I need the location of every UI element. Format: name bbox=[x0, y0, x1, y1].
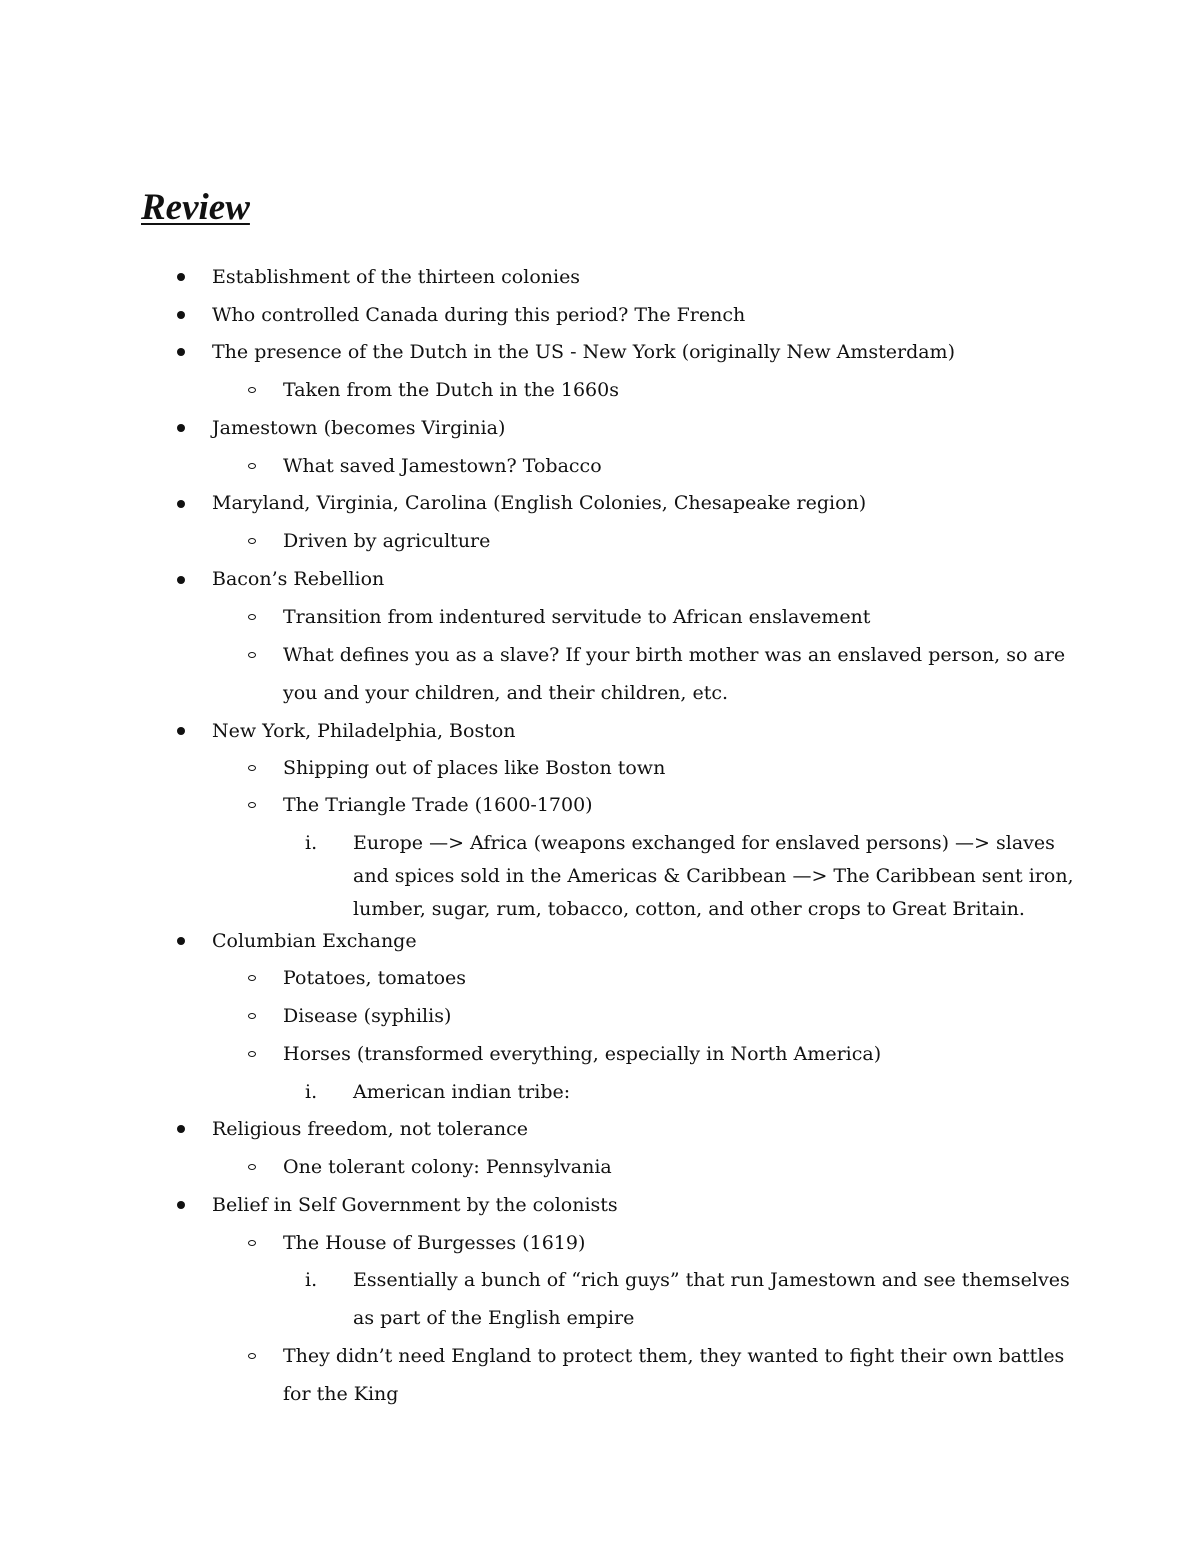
list-item: Essentially a bunch of “rich guys” that run Jamestown and see themselves bbox=[353, 1269, 1070, 1291]
bullet-disc-icon bbox=[177, 937, 185, 945]
bullet-disc-icon bbox=[177, 500, 185, 508]
list-item-continuation: for the King bbox=[283, 1383, 399, 1405]
list-item: Columbian Exchange bbox=[212, 930, 417, 952]
bullet-circle-icon bbox=[248, 652, 256, 658]
bullet-disc-icon bbox=[177, 311, 185, 319]
bullet-disc-icon bbox=[177, 727, 185, 735]
bullet-disc-icon bbox=[177, 348, 185, 356]
list-item: One tolerant colony: Pennsylvania bbox=[283, 1156, 612, 1178]
roman-numeral-marker: i. bbox=[305, 832, 318, 854]
list-item: The presence of the Dutch in the US - New York (originally New Amsterdam) bbox=[212, 341, 955, 363]
bullet-disc-icon bbox=[177, 1201, 185, 1209]
bullet-disc-icon bbox=[177, 1125, 185, 1133]
list-item-continuation: as part of the English empire bbox=[353, 1307, 635, 1329]
bullet-circle-icon bbox=[248, 1353, 256, 1359]
list-item: Jamestown (becomes Virginia) bbox=[212, 417, 506, 439]
roman-numeral-marker: i. bbox=[305, 1269, 318, 1291]
list-item: The Triangle Trade (1600-1700) bbox=[283, 794, 593, 816]
list-item: Religious freedom, not tolerance bbox=[212, 1118, 528, 1140]
bullet-circle-icon bbox=[248, 1240, 256, 1246]
roman-numeral-marker: i. bbox=[305, 1081, 318, 1103]
bullet-circle-icon bbox=[248, 463, 256, 469]
bullet-circle-icon bbox=[248, 802, 256, 808]
list-item: Horses (transformed everything, especially in North America) bbox=[283, 1043, 882, 1065]
list-item: Taken from the Dutch in the 1660s bbox=[283, 379, 619, 401]
bullet-circle-icon bbox=[248, 1164, 256, 1170]
list-item: What saved Jamestown? Tobacco bbox=[283, 455, 602, 477]
list-item: The House of Burgesses (1619) bbox=[283, 1232, 586, 1254]
bullet-circle-icon bbox=[248, 1051, 256, 1057]
list-item-continuation: you and your children, and their children, etc. bbox=[283, 682, 729, 704]
list-item: American indian tribe: bbox=[353, 1081, 571, 1103]
bullet-circle-icon bbox=[248, 765, 256, 771]
list-item: Europe —> Africa (weapons exchanged for enslaved persons) —> slaves bbox=[353, 832, 1055, 854]
list-item: Disease (syphilis) bbox=[283, 1005, 452, 1027]
list-item: Bacon’s Rebellion bbox=[212, 568, 385, 590]
bullet-circle-icon bbox=[248, 614, 256, 620]
list-item: Driven by agriculture bbox=[283, 530, 491, 552]
bullet-circle-icon bbox=[248, 387, 256, 393]
list-item: New York, Philadelphia, Boston bbox=[212, 720, 516, 742]
bullet-circle-icon bbox=[248, 975, 256, 981]
list-item: They didn’t need England to protect them, they wanted to fight their own battles bbox=[283, 1345, 1065, 1367]
list-item: Establishment of the thirteen colonies bbox=[212, 266, 581, 288]
list-item: Belief in Self Government by the colonists bbox=[212, 1194, 618, 1216]
bullet-disc-icon bbox=[177, 424, 185, 432]
list-item: Shipping out of places like Boston town bbox=[283, 757, 666, 779]
bullet-disc-icon bbox=[177, 273, 185, 281]
list-item-continuation: lumber, sugar, rum, tobacco, cotton, and other crops to Great Britain. bbox=[353, 898, 1025, 920]
page-title: Review bbox=[141, 187, 250, 228]
bullet-disc-icon bbox=[177, 576, 185, 584]
bullet-circle-icon bbox=[248, 1013, 256, 1019]
list-item-continuation: and spices sold in the Americas & Caribbean —> The Caribbean sent iron, bbox=[353, 865, 1074, 887]
list-item: Who controlled Canada during this period? The French bbox=[212, 304, 746, 326]
list-item: What defines you as a slave? If your birth mother was an enslaved person, so are bbox=[283, 644, 1066, 666]
list-item: Potatoes, tomatoes bbox=[283, 967, 467, 989]
list-item: Maryland, Virginia, Carolina (English Colonies, Chesapeake region) bbox=[212, 492, 867, 514]
bullet-circle-icon bbox=[248, 538, 256, 544]
list-item: Transition from indentured servitude to African enslavement bbox=[283, 606, 871, 628]
